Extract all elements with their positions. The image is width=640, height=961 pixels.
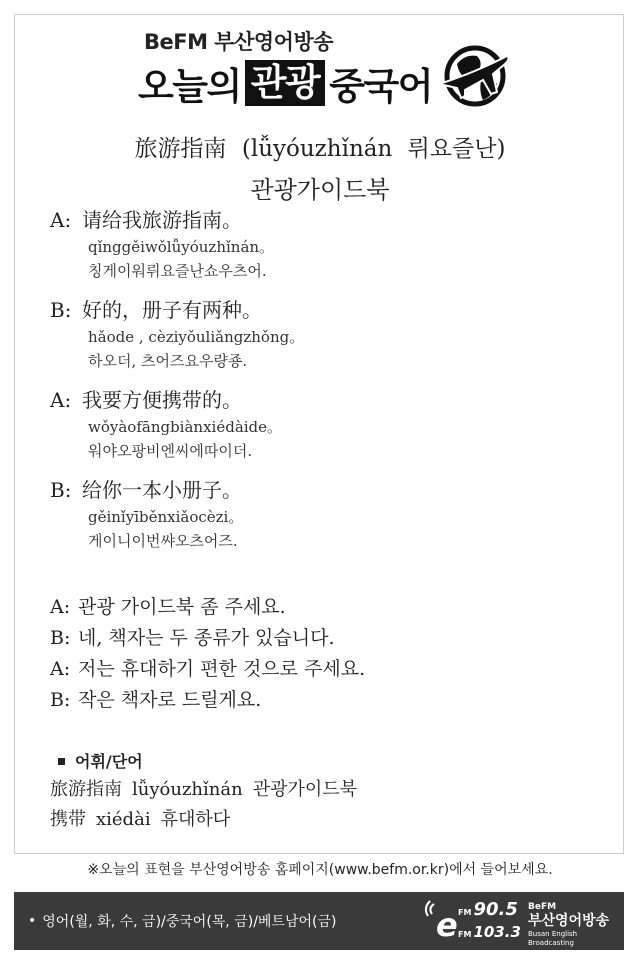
vocabulary-section xyxy=(50,749,610,835)
translation-text: 저는 휴대하기 편한 것으로 주세요. xyxy=(78,658,366,680)
speaker-label: A: xyxy=(50,388,72,412)
lesson-title-cn: 旅游指南 xyxy=(134,136,227,162)
vocab-korean: 관광가이드북 xyxy=(252,779,358,800)
dialog-turn xyxy=(50,385,610,463)
lesson-title-ko: 뤼요즐난) xyxy=(407,136,506,162)
chinese-sentence: 好的，册子有两种。 xyxy=(82,298,262,322)
dialog-turn xyxy=(50,205,610,283)
pinyin-line: qǐnggěiwǒlǚyóuzhǐnán。 xyxy=(88,238,275,256)
brand-subtitle: BeFM 부산영어방송 xyxy=(144,30,334,54)
brand-title-post: 중국어 xyxy=(329,65,432,108)
footer-bar xyxy=(14,892,624,950)
speaker-label: B: xyxy=(50,478,72,502)
dialog-turn xyxy=(50,475,610,553)
square-bullet-icon xyxy=(58,758,65,765)
station-e-icon xyxy=(424,900,458,944)
vocab-chinese: 携带 xyxy=(50,809,86,830)
lesson-title-pinyin: (lǚyóuzhǐnán xyxy=(241,136,393,162)
vocabulary-item xyxy=(50,775,610,805)
korean-pronunciation: 칭게이워뤼요즐난쇼우츠어. xyxy=(88,262,267,280)
frequency-2: FM 103.3 xyxy=(458,923,521,941)
speaker-label: A: xyxy=(50,208,72,232)
website-notice: ※오늘의 표현을 부산영어방송 홈페이지(www.befm.or.kr)에서 들어보세요. xyxy=(87,862,553,878)
lesson-title xyxy=(0,130,640,163)
korean-pronunciation: 하오더, 츠어즈요우량죵. xyxy=(88,352,248,370)
korean-translation xyxy=(50,592,610,716)
dialog-chinese xyxy=(50,205,610,235)
speaker-label: B: xyxy=(50,298,72,322)
pinyin-line: gěinǐyīběnxiǎocèzi。 xyxy=(88,508,244,526)
dialog-chinese xyxy=(50,385,610,415)
translation-row xyxy=(50,685,610,716)
frequencies xyxy=(458,900,521,944)
vocab-pinyin: xiédài xyxy=(96,809,151,830)
translation-row xyxy=(50,592,610,623)
speaker-label: B: xyxy=(50,627,71,649)
station-name xyxy=(528,902,614,948)
station-small: BeFM xyxy=(528,902,557,912)
lesson-subtitle: 관광가이드북 xyxy=(250,176,390,204)
globe-airplane-icon xyxy=(435,40,513,112)
vocab-pinyin: lǚyóuzhǐnán xyxy=(132,779,243,800)
vocab-korean: 휴대하다 xyxy=(160,809,231,830)
bullet: • xyxy=(28,913,37,929)
translation-text: 관광 가이드북 좀 주세요. xyxy=(78,596,286,618)
brand-title xyxy=(138,58,432,108)
korean-pronunciation: 게이니이번쌰오츠어즈. xyxy=(88,532,238,550)
translation-text: 작은 책자로 드릴게요. xyxy=(78,689,262,711)
speaker-label: B: xyxy=(50,689,71,711)
speaker-label: A: xyxy=(50,596,71,618)
dialog-turn xyxy=(50,295,610,373)
translation-row xyxy=(50,623,610,654)
dialog-chinese xyxy=(50,295,610,325)
svg-text:e: e xyxy=(436,906,458,944)
pinyin-line: wǒyàofāngbiànxiédàide。 xyxy=(88,418,283,436)
chinese-sentence: 我要方便携带的。 xyxy=(82,388,242,412)
brand-title-pre: 오늘의 xyxy=(138,65,241,108)
brand-title-highlight: 관광 xyxy=(245,60,325,106)
station-english: Busan English Broadcasting xyxy=(528,930,578,947)
chinese-sentence: 给你一本小册子。 xyxy=(82,478,242,502)
dialog xyxy=(50,205,610,565)
header xyxy=(0,10,640,110)
vocabulary-heading xyxy=(50,749,610,775)
frequency-1: FM 90.5 xyxy=(458,899,518,920)
vocabulary-item xyxy=(50,805,610,835)
korean-pronunciation: 워야오팡비엔씨에따이더. xyxy=(88,442,253,460)
vocabulary-heading-text: 어휘/단어 xyxy=(75,752,143,771)
pinyin-line: hǎode , cèziyǒuliǎngzhǒng。 xyxy=(88,328,305,346)
schedule-text: 영어(월, 화, 수, 금)/중국어(목, 금)/베트남어(금) xyxy=(42,914,337,930)
dialog-chinese xyxy=(50,475,610,505)
translation-row xyxy=(50,654,610,685)
chinese-sentence: 请给我旅游指南。 xyxy=(82,208,242,232)
vocab-chinese: 旅游指南 xyxy=(50,779,122,800)
speaker-label: A: xyxy=(50,658,71,680)
translation-text: 네, 책자는 두 종류가 있습니다. xyxy=(78,627,335,649)
broadcast-schedule xyxy=(28,892,336,950)
station-korean: 부산영어방송 xyxy=(528,913,610,929)
station-logo xyxy=(424,899,614,947)
